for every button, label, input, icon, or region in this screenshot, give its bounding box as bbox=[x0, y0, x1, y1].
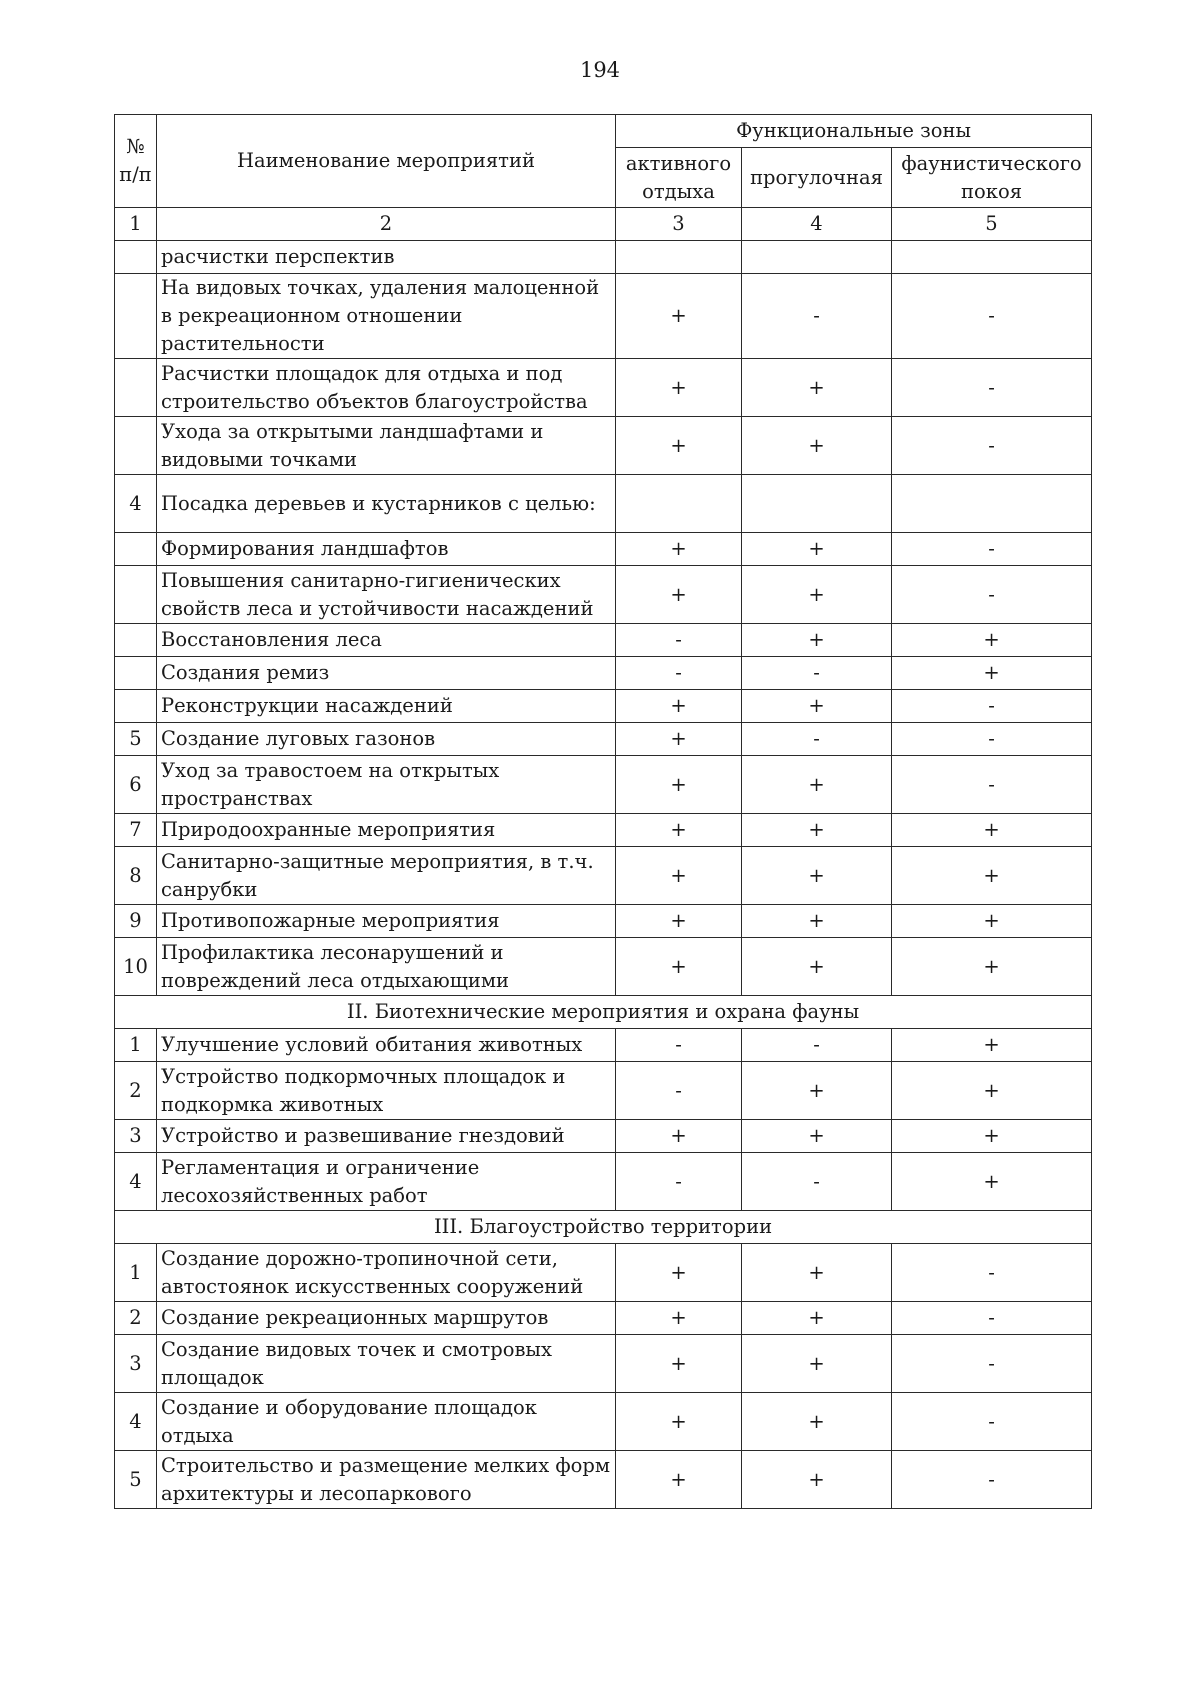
row-name: Санитарно-защитные мероприятия, в т.ч. санрубки bbox=[157, 847, 616, 905]
mark-walking-zone: + bbox=[742, 417, 892, 475]
row-num bbox=[115, 359, 157, 417]
mark-active-zone: + bbox=[616, 847, 742, 905]
row-num: 5 bbox=[115, 723, 157, 756]
table-row bbox=[115, 624, 1092, 657]
mark-walking-zone: + bbox=[742, 359, 892, 417]
mark-walking-zone: + bbox=[742, 1244, 892, 1302]
mark-walking-zone: + bbox=[742, 1393, 892, 1451]
mark-walking-zone: + bbox=[742, 905, 892, 938]
page-number: 194 bbox=[579, 58, 621, 82]
row-name: Ухода за открытыми ландшафтами и видовыми точками bbox=[157, 417, 616, 475]
table-row bbox=[115, 241, 1092, 274]
table-row bbox=[115, 1120, 1092, 1153]
table-row bbox=[115, 938, 1092, 996]
mark-fauna-zone: - bbox=[892, 1335, 1092, 1393]
mark-active-zone: + bbox=[616, 359, 742, 417]
mark-fauna-zone: + bbox=[892, 657, 1092, 690]
row-num bbox=[115, 274, 157, 359]
row-num bbox=[115, 690, 157, 723]
row-name: Устройство и развешивание гнездовий bbox=[157, 1120, 616, 1153]
mark-walking-zone: + bbox=[742, 938, 892, 996]
table-row bbox=[115, 417, 1092, 475]
row-num bbox=[115, 417, 157, 475]
row-num bbox=[115, 624, 157, 657]
mark-active-zone: + bbox=[616, 723, 742, 756]
mark-fauna-zone: + bbox=[892, 905, 1092, 938]
row-name: Восстановления леса bbox=[157, 624, 616, 657]
header-zone-walking: прогулочная bbox=[742, 148, 892, 208]
mark-active-zone: - bbox=[616, 1153, 742, 1211]
row-name: Реконструкции насаждений bbox=[157, 690, 616, 723]
mark-active-zone: + bbox=[616, 690, 742, 723]
mark-fauna-zone: - bbox=[892, 1302, 1092, 1335]
row-num: 8 bbox=[115, 847, 157, 905]
row-num: 4 bbox=[115, 1393, 157, 1451]
mark-walking-zone: - bbox=[742, 1029, 892, 1062]
table-row bbox=[115, 1451, 1092, 1509]
mark-fauna-zone: - bbox=[892, 1244, 1092, 1302]
table-row bbox=[115, 1062, 1092, 1120]
mark-fauna-zone: + bbox=[892, 1120, 1092, 1153]
mark-walking-zone bbox=[742, 475, 892, 533]
mark-walking-zone: - bbox=[742, 1153, 892, 1211]
table-row bbox=[115, 359, 1092, 417]
section-row bbox=[115, 1211, 1092, 1244]
row-name: Создание видовых точек и смотровых площадок bbox=[157, 1335, 616, 1393]
row-num: 4 bbox=[115, 1153, 157, 1211]
mark-fauna-zone: - bbox=[892, 1451, 1092, 1509]
row-num: 5 bbox=[115, 1451, 157, 1509]
mark-fauna-zone bbox=[892, 241, 1092, 274]
mark-fauna-zone bbox=[892, 475, 1092, 533]
row-name: Профилактика лесонарушений и повреждений леса отдыхающими bbox=[157, 938, 616, 996]
mark-fauna-zone: + bbox=[892, 1062, 1092, 1120]
table-row bbox=[115, 1302, 1092, 1335]
table-row bbox=[115, 274, 1092, 359]
mark-active-zone: + bbox=[616, 1451, 742, 1509]
mark-active-zone: + bbox=[616, 1335, 742, 1393]
row-name: Улучшение условий обитания животных bbox=[157, 1029, 616, 1062]
mark-active-zone: + bbox=[616, 1302, 742, 1335]
section-row bbox=[115, 996, 1092, 1029]
table-row bbox=[115, 1393, 1092, 1451]
row-num: 10 bbox=[115, 938, 157, 996]
mark-walking-zone: + bbox=[742, 1062, 892, 1120]
mark-walking-zone bbox=[742, 241, 892, 274]
header-zone-fauna: фаунистического покоя bbox=[892, 148, 1092, 208]
row-name: Создание и оборудование площадок отдыха bbox=[157, 1393, 616, 1451]
mark-walking-zone: + bbox=[742, 624, 892, 657]
section-title: II. Биотехнические мероприятия и охрана фауны bbox=[115, 996, 1092, 1029]
mark-fauna-zone: - bbox=[892, 723, 1092, 756]
mark-fauna-zone: - bbox=[892, 359, 1092, 417]
mark-walking-zone: + bbox=[742, 814, 892, 847]
row-num: 2 bbox=[115, 1062, 157, 1120]
mark-fauna-zone: + bbox=[892, 847, 1092, 905]
row-num: 9 bbox=[115, 905, 157, 938]
mark-active-zone: + bbox=[616, 756, 742, 814]
row-name: Формирования ландшафтов bbox=[157, 533, 616, 566]
mark-walking-zone: + bbox=[742, 847, 892, 905]
table-row bbox=[115, 475, 1092, 533]
header-zones: Функциональные зоны bbox=[616, 115, 1092, 148]
mark-active-zone: + bbox=[616, 274, 742, 359]
mark-fauna-zone: - bbox=[892, 690, 1092, 723]
row-name: Строительство и размещение мелких форм архитектуры и лесопаркового bbox=[157, 1451, 616, 1509]
table-row bbox=[115, 756, 1092, 814]
table-row bbox=[115, 1153, 1092, 1211]
row-name: На видовых точках, удаления малоценной в рекреационном отношении растительности bbox=[157, 274, 616, 359]
mark-walking-zone: + bbox=[742, 690, 892, 723]
col-number: 5 bbox=[892, 208, 1092, 241]
mark-fauna-zone: + bbox=[892, 814, 1092, 847]
table-row bbox=[115, 905, 1092, 938]
table-row bbox=[115, 723, 1092, 756]
mark-fauna-zone: - bbox=[892, 756, 1092, 814]
table-row bbox=[115, 566, 1092, 624]
mark-active-zone: + bbox=[616, 566, 742, 624]
mark-walking-zone: + bbox=[742, 1120, 892, 1153]
mark-fauna-zone: - bbox=[892, 417, 1092, 475]
mark-active-zone: - bbox=[616, 1062, 742, 1120]
mark-walking-zone: + bbox=[742, 1302, 892, 1335]
section-title: III. Благоустройство территории bbox=[115, 1211, 1092, 1244]
header-name: Наименование мероприятий bbox=[157, 115, 616, 208]
mark-fauna-zone: - bbox=[892, 274, 1092, 359]
row-name: Посадка деревьев и кустарников с целью: bbox=[157, 475, 616, 533]
mark-fauna-zone: - bbox=[892, 533, 1092, 566]
row-name: Повышения санитарно-гигиенических свойств леса и устойчивости насаждений bbox=[157, 566, 616, 624]
mark-active-zone: + bbox=[616, 417, 742, 475]
mark-walking-zone: + bbox=[742, 566, 892, 624]
mark-fauna-zone: - bbox=[892, 566, 1092, 624]
mark-walking-zone: + bbox=[742, 1335, 892, 1393]
mark-walking-zone: - bbox=[742, 657, 892, 690]
table-row bbox=[115, 1029, 1092, 1062]
table-row bbox=[115, 1244, 1092, 1302]
mark-active-zone: - bbox=[616, 657, 742, 690]
mark-fauna-zone: + bbox=[892, 624, 1092, 657]
mark-walking-zone: - bbox=[742, 274, 892, 359]
table-row bbox=[115, 657, 1092, 690]
mark-active-zone: + bbox=[616, 814, 742, 847]
mark-fauna-zone: + bbox=[892, 1153, 1092, 1211]
row-name: Регламентация и ограничение лесохозяйственных работ bbox=[157, 1153, 616, 1211]
measures-table bbox=[114, 114, 1092, 1509]
row-num bbox=[115, 241, 157, 274]
mark-active-zone: - bbox=[616, 1029, 742, 1062]
mark-active-zone: - bbox=[616, 624, 742, 657]
header-num: № п/п bbox=[115, 115, 157, 208]
table-row bbox=[115, 690, 1092, 723]
row-num: 3 bbox=[115, 1120, 157, 1153]
table-row bbox=[115, 1335, 1092, 1393]
mark-active-zone: + bbox=[616, 905, 742, 938]
row-name: Устройство подкормочных площадок и подкормка животных bbox=[157, 1062, 616, 1120]
mark-walking-zone: + bbox=[742, 1451, 892, 1509]
table-row bbox=[115, 533, 1092, 566]
row-num: 2 bbox=[115, 1302, 157, 1335]
row-name: Создание дорожно-тропиночной сети, автостоянок искусственных сооружений bbox=[157, 1244, 616, 1302]
row-num: 4 bbox=[115, 475, 157, 533]
row-name: Создание луговых газонов bbox=[157, 723, 616, 756]
col-number: 1 bbox=[115, 208, 157, 241]
row-num: 3 bbox=[115, 1335, 157, 1393]
row-name: Противопожарные мероприятия bbox=[157, 905, 616, 938]
mark-walking-zone: + bbox=[742, 756, 892, 814]
row-num: 6 bbox=[115, 756, 157, 814]
mark-active-zone: + bbox=[616, 533, 742, 566]
col-number: 3 bbox=[616, 208, 742, 241]
table-row bbox=[115, 814, 1092, 847]
mark-active-zone: + bbox=[616, 1244, 742, 1302]
header-zone-active: активного отдыха bbox=[616, 148, 742, 208]
row-name: расчистки перспектив bbox=[157, 241, 616, 274]
row-num bbox=[115, 657, 157, 690]
mark-fauna-zone: + bbox=[892, 938, 1092, 996]
mark-active-zone: + bbox=[616, 938, 742, 996]
col-number: 2 bbox=[157, 208, 616, 241]
mark-fauna-zone: - bbox=[892, 1393, 1092, 1451]
row-name: Создания ремиз bbox=[157, 657, 616, 690]
row-name: Природоохранные мероприятия bbox=[157, 814, 616, 847]
row-name: Расчистки площадок для отдыха и под строительство объектов благоустройства bbox=[157, 359, 616, 417]
table-row bbox=[115, 847, 1092, 905]
mark-active-zone: + bbox=[616, 1393, 742, 1451]
mark-active-zone: + bbox=[616, 1120, 742, 1153]
mark-active-zone bbox=[616, 241, 742, 274]
row-num: 7 bbox=[115, 814, 157, 847]
mark-fauna-zone: + bbox=[892, 1029, 1092, 1062]
row-num bbox=[115, 533, 157, 566]
row-name: Создание рекреационных маршрутов bbox=[157, 1302, 616, 1335]
row-name: Уход за травостоем на открытых пространствах bbox=[157, 756, 616, 814]
col-number: 4 bbox=[742, 208, 892, 241]
row-num bbox=[115, 566, 157, 624]
mark-walking-zone: - bbox=[742, 723, 892, 756]
mark-walking-zone: + bbox=[742, 533, 892, 566]
row-num: 1 bbox=[115, 1029, 157, 1062]
row-num: 1 bbox=[115, 1244, 157, 1302]
mark-active-zone bbox=[616, 475, 742, 533]
